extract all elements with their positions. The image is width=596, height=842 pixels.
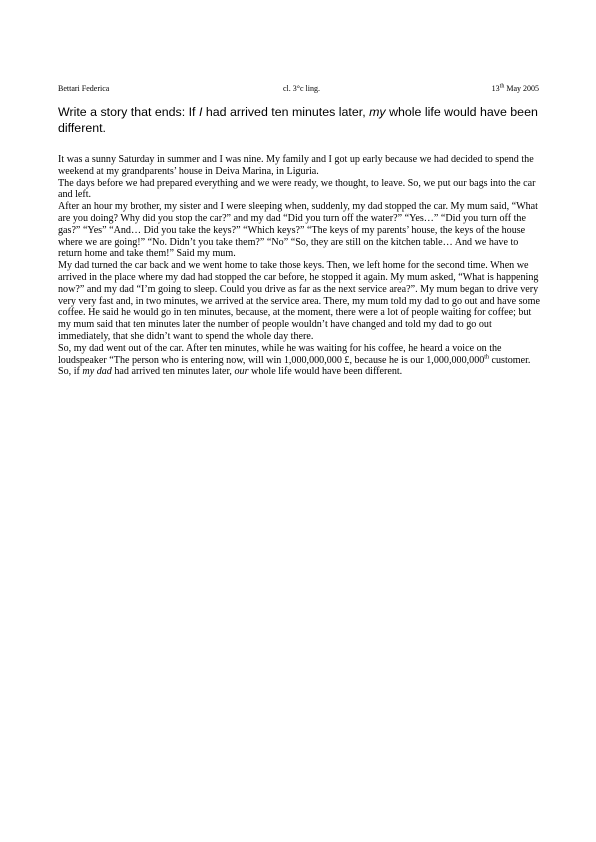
assignment-title	[58, 105, 540, 136]
p5-sup: th	[484, 354, 489, 361]
author-name: Bettari Federica	[58, 84, 110, 93]
p6-mid: had arrived ten minutes later,	[111, 366, 235, 378]
story-paragraph-3: After an hour my brother, my sister and I were sleeping when, suddenly, my dad stopped the car. My mum said, “What are you doing? Why did you stop the car?” and my dad “Did you turn off the water?” “Yes…” “Did you turn off the gas?” “Yes” “And… Did you take the keys?” “Which keys?” “The keys of my parents’ house, the keys of the house where we are going!” “No. Didn’t you take them?” “No” “So, they are still on the kitchen table… And we have to return home and take them!” Said my mum.	[58, 201, 538, 260]
story-paragraph-1: It was a sunny Saturday in summer and I was nine. My family and I got up early because we had decided to spend the weekend at my grandparents’ house in Deiva Marina, in Liguria.	[58, 154, 534, 177]
p6-em-my-dad: my dad	[82, 366, 112, 378]
title-middle: had arrived ten minutes later,	[202, 105, 370, 119]
story-paragraph-6	[58, 366, 543, 378]
story-body	[58, 154, 543, 378]
p6-end: whole life would have been different.	[248, 366, 403, 378]
page-header	[58, 83, 539, 97]
story-paragraph-5	[58, 343, 543, 367]
date-day: 13	[491, 84, 500, 93]
story-paragraph-4: My dad turned the car back and we went home to take those keys. Then, we left home for the second time. When we arrived in the place where my dad had stopped the car before, he stopped it again. My mum asked, “What is happening now?” and my dad “I’m going to sleep. Could you drive as far as the next service area?”. My mum began to drive very very very fast and, in two minutes, we arrived at the service area. There, my mum told my dad to go out and have some coffee. He said he would go in ten minutes, because, at the moment, there were a lot of people waiting for coffee; but my mum said that ten minutes later the number of people wouldn’t have changed and told my dad to go out immediately, that she didn’t want to spend the whole day there.	[58, 260, 540, 342]
p5-end: customer.	[488, 354, 531, 366]
story-paragraph-2: The days before we had prepared everything and we were ready, we thought, to leave. So, we put our bags into the car and left.	[58, 177, 536, 201]
date-rest: May 2005	[504, 84, 539, 93]
date-suffix: th	[499, 83, 505, 90]
p6-start: So, if	[58, 366, 83, 378]
title-prefix: Write a story that ends: If	[58, 105, 199, 119]
class-label: cl. 3°c ling.	[283, 84, 320, 93]
p6-em-our: our	[234, 366, 249, 378]
title-my: my	[369, 105, 386, 119]
title-suffix: whole life would have been different.	[58, 105, 538, 135]
title-i: I	[198, 105, 203, 119]
date-label	[492, 83, 539, 95]
p5-start: So, my dad went out of the car. After ten minutes, while he was waiting for his coffee, he heard a voice on the loudspeaker “The person who is entering now, will win 1,000,000,000 £, because he is our 1,000,000,000	[58, 342, 502, 366]
